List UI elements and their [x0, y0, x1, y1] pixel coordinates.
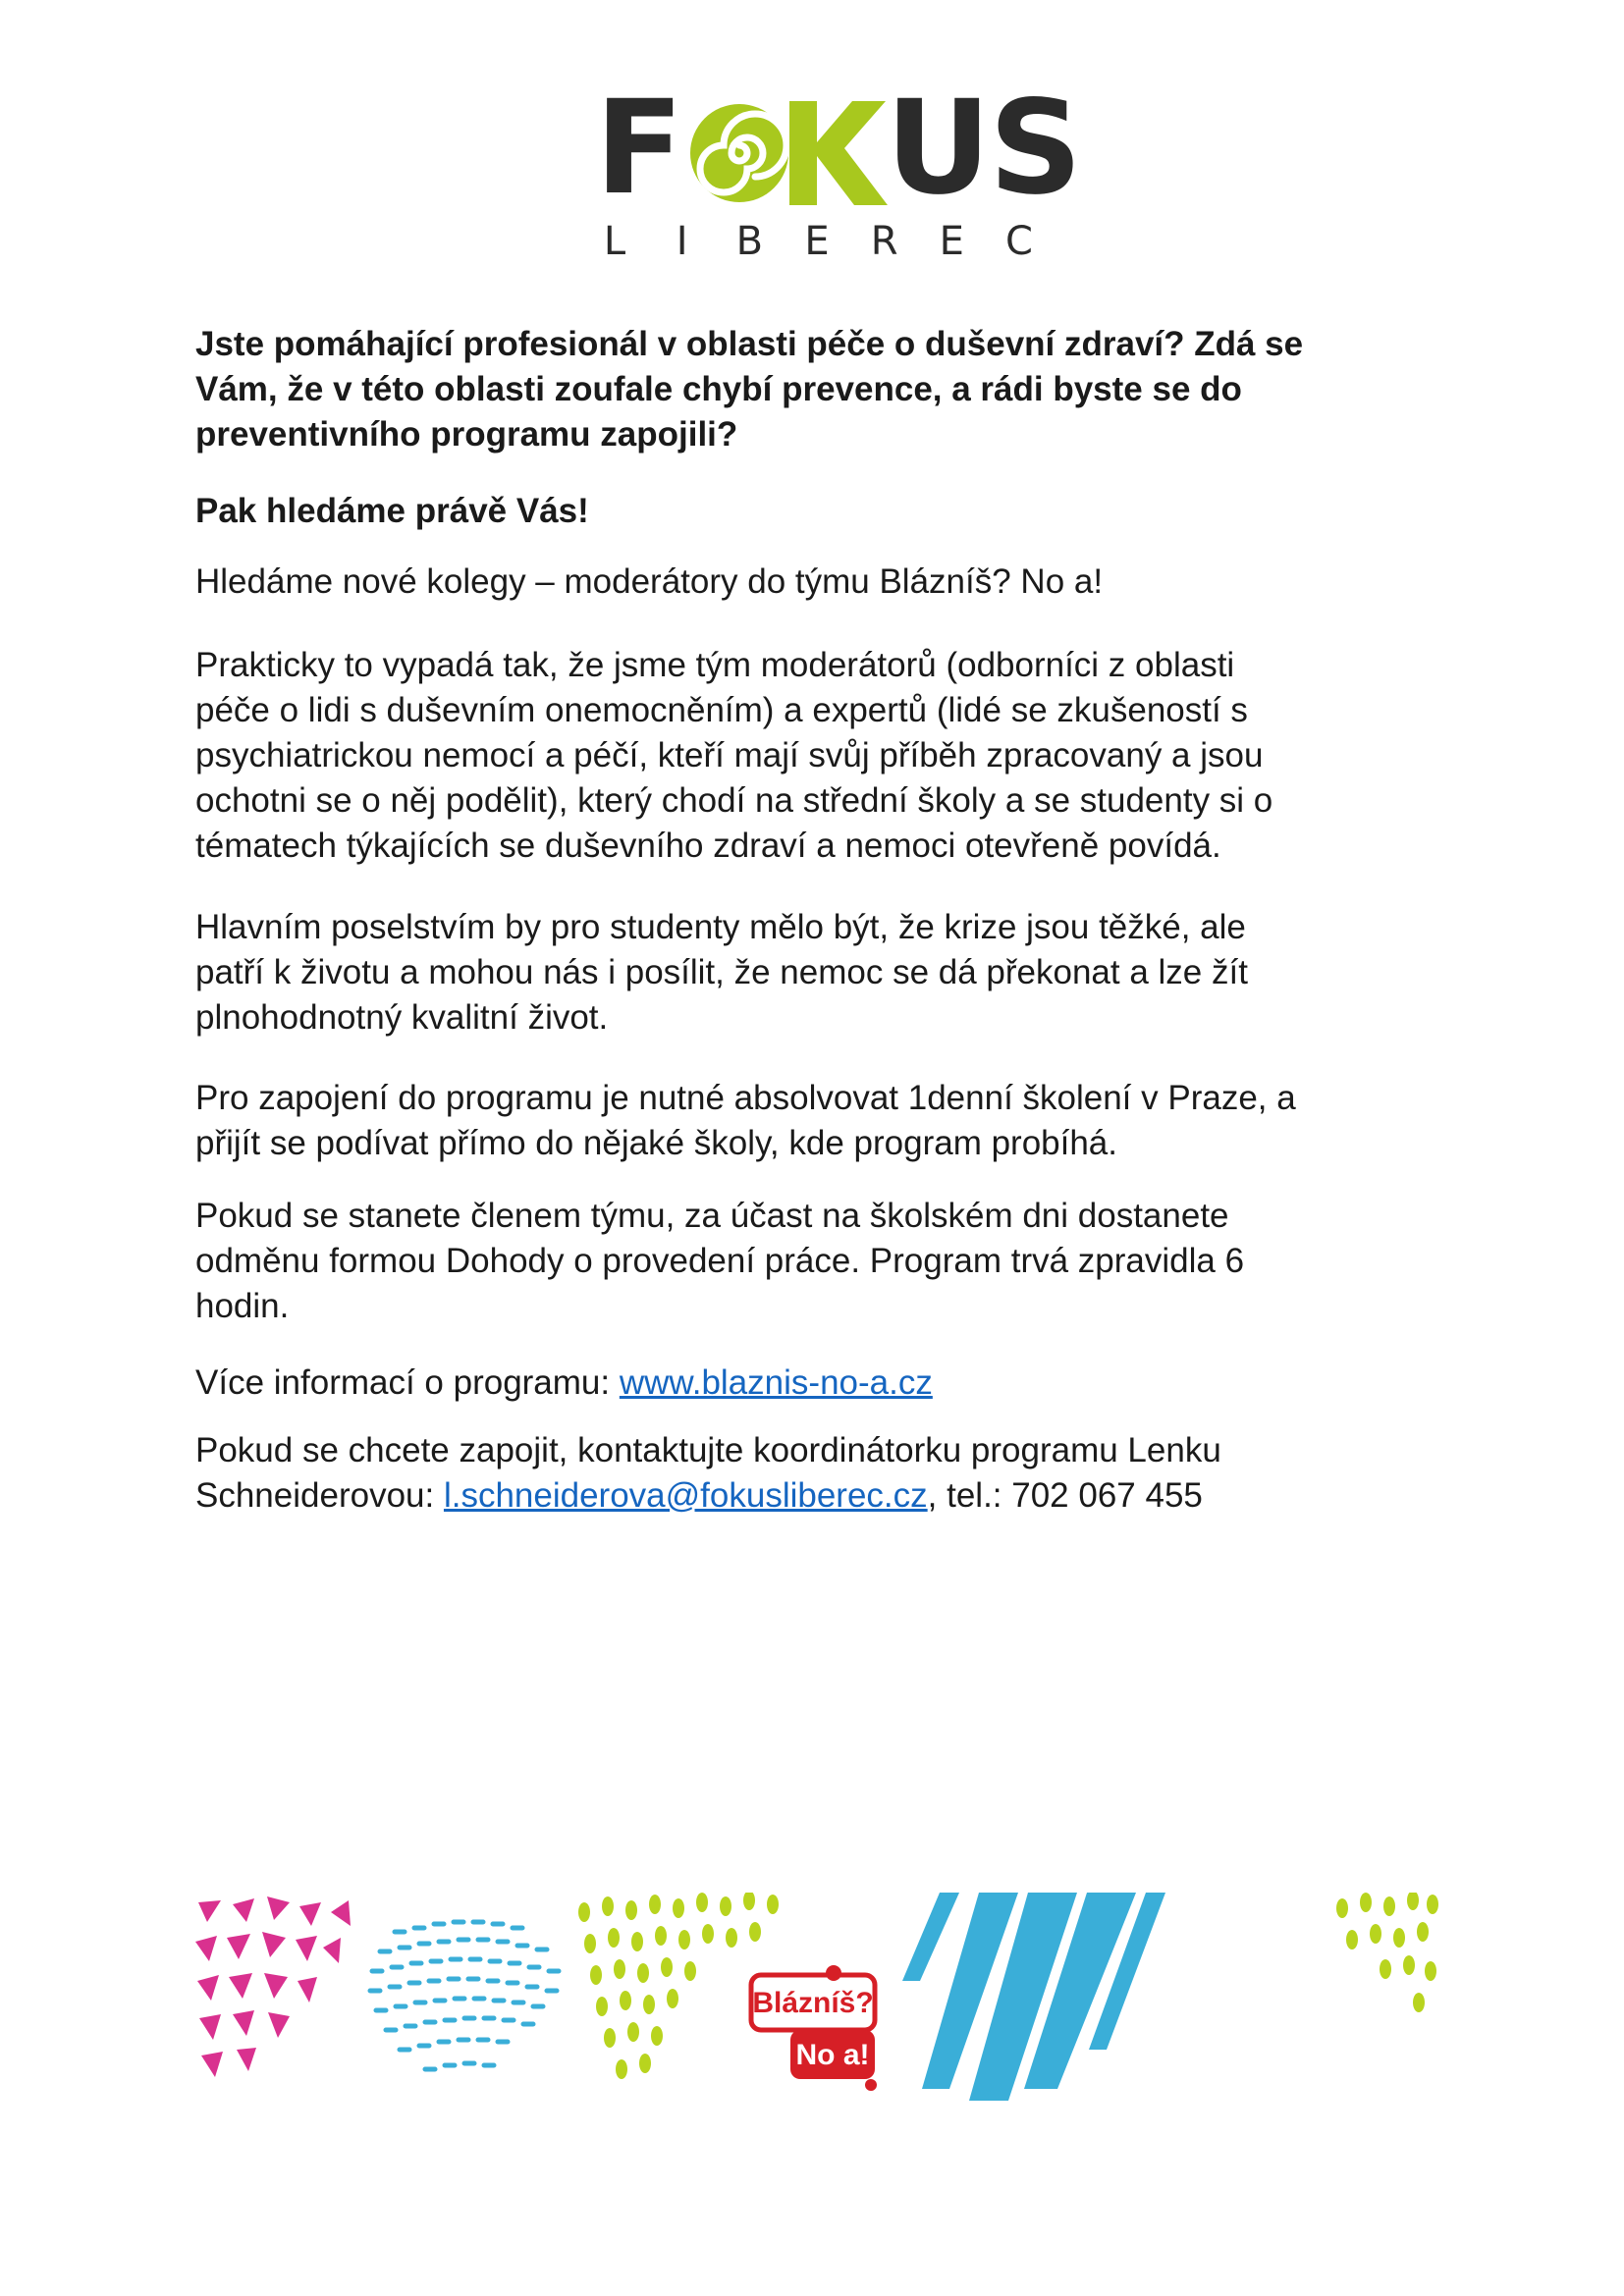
text-line: Pokud se stanete členem týmu, za účast na školském dni dostanete — [195, 1197, 1229, 1235]
magenta-triangles-pattern — [195, 1896, 351, 2077]
contact-name: Schneiderovou: — [195, 1476, 444, 1515]
text-line: hodin. — [195, 1287, 290, 1325]
zapojeni-paragraph — [195, 1076, 1296, 1166]
search-colleagues-text: Hledáme nové kolegy – moderátory do týmu Blázníš? No a! — [195, 562, 1104, 601]
text-line: Jste pomáhající profesionál v oblasti péče o duševní zdraví? Zdá se — [195, 325, 1304, 363]
blaznis-no-a-badge — [751, 1965, 877, 2091]
email-link[interactable]: l.schneiderova@fokusliberec.cz — [443, 1476, 928, 1515]
text-line: Pro zapojení do programu je nutné absolvovat 1denní školení v Praze, a — [195, 1079, 1296, 1117]
text-line: psychiatrickou nemocí a péčí, kteří mají svůj příběh zpracovaný a jsou — [195, 736, 1264, 774]
logo-wordmark — [595, 73, 1081, 224]
logo-sub-letter: L — [603, 219, 626, 264]
cyan-brush-strokes — [902, 1893, 1165, 2101]
text-line: Pokud se chcete zapojit, kontaktujte koordinátorku programu Lenku — [195, 1431, 1221, 1469]
text-line: odměnu formou Dohody o provedení práce. Program trvá zpravidla 6 — [195, 1242, 1245, 1280]
logo-sub-letter: B — [735, 219, 764, 264]
logo-k-icon — [787, 99, 890, 207]
text-line: Prakticky to vypadá tak, že jsme tým moderátorů (odborníci z oblasti — [195, 646, 1235, 684]
logo-sub-letter: E — [804, 219, 830, 264]
logo-sub-letter: R — [870, 219, 898, 264]
text-line: preventivního programu zapojili? — [195, 415, 738, 454]
website-link[interactable]: www.blaznis-no-a.cz — [619, 1363, 933, 1402]
footer-pattern-artwork — [193, 1893, 1440, 2101]
more-info-paragraph — [195, 1361, 933, 1406]
logo-subtitle-liberec — [595, 219, 1039, 264]
intro-question — [195, 322, 1303, 457]
fokus-liberec-logo — [0, 73, 1624, 270]
badge-top-text: Blázníš? — [752, 1987, 874, 2019]
logo-letter-f: F — [595, 73, 682, 224]
hledame-vas-heading: Pak hledáme právě Vás! — [195, 492, 589, 530]
text-line: přijít se podívat přímo do nějaké školy, kde program probíhá. — [195, 1124, 1118, 1162]
text-line: péče o lidi s duševním onemocněním) a expertů (lidé se zkušeností s — [195, 691, 1248, 729]
contact-phone: , tel.: 702 067 455 — [927, 1476, 1203, 1515]
text-line: Vám, že v této oblasti zoufale chybí prevence, a rádi byste se do — [195, 370, 1242, 408]
text-line — [195, 1473, 1221, 1519]
logo-letters-us: US — [886, 73, 1081, 224]
text-line: patří k životu a mohou nás i posílit, že nemoc se dá překonat a lze žít — [195, 953, 1248, 991]
logo-sub-letter: C — [1004, 219, 1033, 264]
badge-bottom-text: No a! — [795, 2039, 870, 2071]
cyan-dashes-pattern — [370, 1922, 559, 2069]
text-line: plnohodnotný kvalitní život. — [195, 998, 609, 1037]
logo-sub-letter: E — [939, 219, 964, 264]
logo-sub-letter: I — [676, 219, 688, 264]
text-line: tématech týkajících se duševního zdraví a nemoci otevřeně povídá. — [195, 827, 1221, 865]
prakticky-paragraph — [195, 643, 1272, 869]
text-line: Hlavním poselstvím by pro studenty mělo být, že krize jsou těžké, ale — [195, 908, 1246, 946]
contact-paragraph — [195, 1428, 1221, 1519]
odmena-paragraph — [195, 1194, 1244, 1329]
logo-spiral-icon — [685, 99, 793, 207]
more-info-label: Více informací o programu: — [195, 1363, 620, 1402]
text-line: ochotni se o něj podělit), který chodí na střední školy a se studenty si o — [195, 781, 1273, 820]
hlavni-poselstvi-paragraph — [195, 905, 1248, 1041]
